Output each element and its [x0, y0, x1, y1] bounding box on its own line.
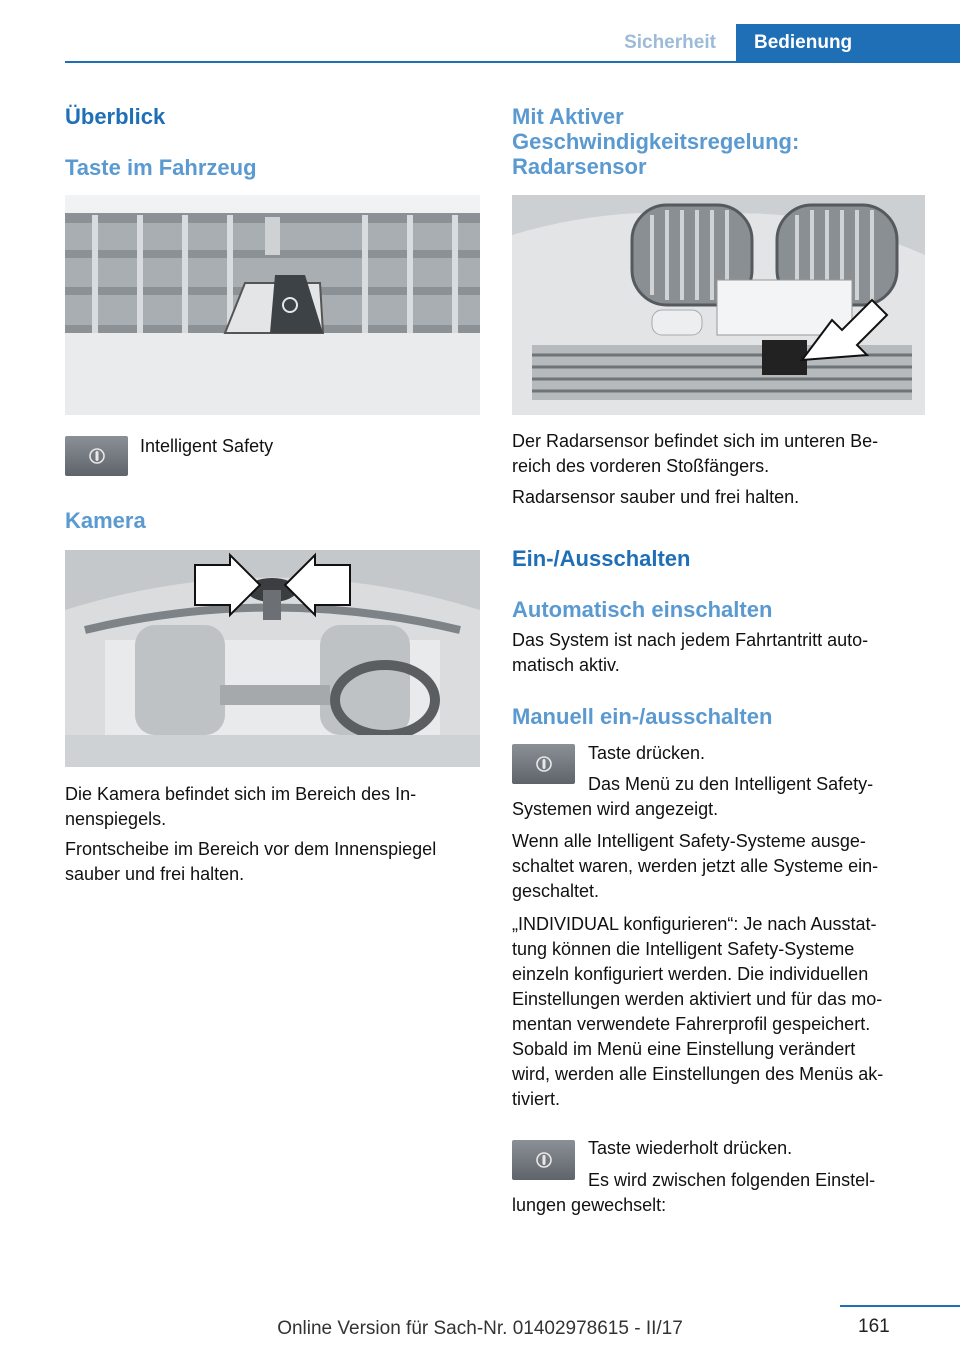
auto-paragraph-line-1: Das System ist nach jedem Fahrtantritt auto- [512, 630, 869, 650]
heading-ueberblick: Überblick [65, 104, 166, 129]
footer-rule [840, 1305, 960, 1307]
safety-button-icon-1 [512, 744, 575, 784]
manual-step-1: Taste drücken. [588, 743, 706, 763]
subheading-automatisch: Automatisch einschalten [512, 597, 773, 622]
header-rule [65, 61, 960, 63]
radar-paragraph-1-line-2: reich des vorderen Stoßfängers. [512, 456, 770, 476]
manual-step-2-line-1: Das Menü zu den Intelligent Safety- [588, 774, 874, 794]
repeat-step-1: Taste wiederholt drücken. [588, 1138, 793, 1158]
manual-step-2-line-2: Systemen wird angezeigt. [512, 799, 719, 819]
auto-paragraph-line-2: matisch aktiv. [512, 655, 620, 675]
individual-line-5: mentan verwendete Fahrerprofil gespeichert. [512, 1014, 871, 1034]
tab-bedienung[interactable]: Bedienung [736, 24, 960, 62]
subheading-kamera: Kamera [65, 508, 146, 533]
camera-paragraph-2-line-1: Frontscheibe im Bereich vor dem Innenspiegel [65, 839, 437, 859]
radar-paragraph-1-line-1: Der Radarsensor befindet sich im unteren Be- [512, 431, 879, 451]
intelligent-safety-button-icon [65, 436, 128, 476]
tab-sicherheit[interactable]: Sicherheit [624, 32, 716, 53]
heading-radar-line-3: Radarsensor [512, 154, 647, 179]
grille-button-photo [65, 195, 480, 415]
manual-paragraph-line-1: Wenn alle Intelligent Safety-Systeme ausge- [512, 831, 866, 851]
repeat-step-2-line-2: lungen gewechselt: [512, 1195, 667, 1215]
radar-paragraph-2: Radarsensor sauber und frei halten. [512, 487, 800, 507]
individual-line-1: „INDIVIDUAL konfigurieren“: Je nach Ausstat- [512, 914, 877, 934]
heading-radar-line-2: Geschwindigkeitsregelung: [512, 129, 800, 154]
individual-line-4: Einstellungen werden aktiviert und für das mo- [512, 989, 883, 1009]
manual-paragraph-line-2: schaltet waren, werden jetzt alle Systeme ein- [512, 856, 879, 876]
camera-paragraph-2-line-2: sauber und frei halten. [65, 864, 245, 884]
individual-line-2: tung können die Intelligent Safety-Systeme [512, 939, 855, 959]
camera-interior-photo [65, 550, 480, 767]
camera-paragraph-1-line-1: Die Kamera befindet sich im Bereich des In- [65, 784, 417, 804]
individual-line-6: Sobald im Menü eine Einstellung verändert [512, 1039, 856, 1059]
section-ein-ausschalten: Ein-/Ausschalten [512, 546, 691, 571]
footer-note: Online Version für Sach-Nr. 01402978615 - II/17 [277, 1318, 683, 1339]
heading-radar-line-1: Mit Aktiver [512, 104, 624, 129]
individual-line-8: tiviert. [512, 1089, 561, 1109]
page-number: 161 [858, 1316, 890, 1337]
individual-line-3: einzeln konfiguriert werden. Die individuellen [512, 964, 869, 984]
subheading-taste: Taste im Fahrzeug [65, 155, 257, 180]
individual-line-7: wird, werden alle Einstellungen des Menüs ak- [512, 1064, 884, 1084]
repeat-step-2-line-1: Es wird zwischen folgenden Einstel- [588, 1170, 876, 1190]
button-caption: Intelligent Safety [140, 436, 274, 456]
camera-paragraph-1-line-2: nenspiegels. [65, 809, 167, 829]
safety-button-icon-2 [512, 1140, 575, 1180]
manual-paragraph-line-3: geschaltet. [512, 881, 600, 901]
radar-sensor-photo [512, 195, 925, 415]
subheading-manuell: Manuell ein-/ausschalten [512, 704, 773, 729]
